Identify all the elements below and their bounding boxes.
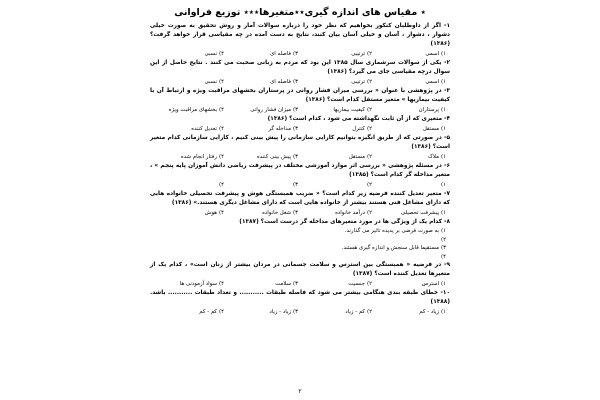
question-9 xyxy=(150,261,450,289)
option-number: ۴) xyxy=(218,182,224,188)
question-text: ۸- کدام یک از ویژگی ها در مورد متغیرهای مداخله گر درست است؟ (۱۳۸۷) xyxy=(239,219,450,225)
option-label: سواد آزمودنی ها xyxy=(179,281,217,288)
question-text: ۱۰- خطای طبقه بندی هنگامی بیشتر می شود که فاصله طبقات ........... و تعداد طبقات ........... باشد. (۱۳۸۸) xyxy=(150,290,450,306)
option-number: ۱) xyxy=(440,51,446,57)
question-text: ۱- اگر از داوطلبان کنکور بخواهیم که نظر خود را درباره سوالات آمار و روش تحقیق به صورت خیلی دشوار ، دشوار ، آسان و خیلی آسان بیان کنند، نتایج به دست آمده در چه مقیاسی قرار خواهد گرفت؟ (۱۳۸۶) xyxy=(150,23,450,47)
option-label: نسبی xyxy=(204,79,217,85)
answer-option-1 xyxy=(372,49,446,59)
option-label: پرستاران xyxy=(418,107,439,113)
option-number: ۲) xyxy=(366,182,372,188)
answer-option-3 xyxy=(224,49,298,59)
question-1 xyxy=(150,22,450,59)
option-number: ۱) xyxy=(440,309,446,316)
option-number: ۳) xyxy=(292,51,298,57)
answer-option-2 xyxy=(298,307,372,317)
answer-option-4 xyxy=(150,49,224,59)
option-number: ۳) xyxy=(292,154,298,160)
answer-option-1 xyxy=(372,124,446,134)
question-text: ۵- در صورتی که از طریق انگیزه بتوانیم کارایی سازمانی را پیش بینی کنیم ، کارایی سازمانی کدام متغیر است؟ (۱۳۸۶) xyxy=(150,135,450,150)
question-text: ۹- در فرضیه « همبستگی بین استرس و سلامت جسمانی در مردان بیشتر از زنان است» ، کدام یک از متغیرها تعدیل کننده است؟ (۱۳۸۷) xyxy=(150,262,450,278)
option-number: ۱) xyxy=(440,210,446,216)
answer-options xyxy=(150,279,450,289)
option-label: استرس xyxy=(421,281,439,288)
option-number: ۲) xyxy=(366,210,372,216)
answer-option-3 xyxy=(150,244,446,253)
option-number: ۴) xyxy=(218,210,224,216)
option-label: میزان فشار روانی xyxy=(250,107,291,113)
answer-option-4 xyxy=(150,152,224,162)
option-number: ۲) xyxy=(440,236,446,243)
option-number: ۱) xyxy=(440,107,446,113)
answer-option-2 xyxy=(298,124,372,134)
answer-option-1 xyxy=(372,180,446,190)
question-10 xyxy=(150,289,450,317)
answer-options xyxy=(150,49,450,59)
option-label: بخشهای مراقبت ویژه xyxy=(168,107,217,113)
question-5 xyxy=(150,134,450,162)
question-2 xyxy=(150,59,450,87)
answer-options xyxy=(150,208,450,218)
page-number: ۲ xyxy=(298,388,302,395)
answer-option-3 xyxy=(224,279,298,289)
question-text: ۳- در پژوهشی با عنوان « بررسی میزان فشار روانی در پرستاران بخشهای مراقبت ویژه و ارتباط آن با کیفیت بیماریها » متغیر مستقل کدام است؟ (۱۳۸۶) xyxy=(150,88,450,103)
option-number: ۱) xyxy=(440,154,446,160)
answer-option-4 xyxy=(150,124,224,134)
option-number: ۴) xyxy=(218,281,224,288)
option-number: ۴) xyxy=(218,107,224,113)
option-number: ۴) xyxy=(218,79,224,85)
answer-option-3 xyxy=(224,124,298,134)
answer-option-1 xyxy=(150,227,446,236)
option-label: کم - کم xyxy=(199,309,217,316)
answer-option-3 xyxy=(224,152,298,162)
answer-option-4 xyxy=(150,253,446,262)
answer-options xyxy=(150,227,450,261)
answer-options xyxy=(150,77,450,87)
option-number: ۱) xyxy=(440,228,446,234)
option-label: سلامت xyxy=(275,281,291,288)
answer-option-2 xyxy=(298,152,372,162)
answer-option-1 xyxy=(372,152,446,162)
question-text: ۲- یکی از سوالات سرشماری سال ۱۳۸۵ این بود که مردم به زبانی صحبت می کنند . نتایج حاصل از این سوال درچه مقیاسی جای می گیرد؟ (۱۳۸۶) xyxy=(150,60,450,75)
option-number: ۴) xyxy=(218,126,224,132)
answer-option-1 xyxy=(372,307,446,317)
option-label: پیش بینی کننده xyxy=(256,154,291,160)
option-number: ۴) xyxy=(218,154,224,160)
option-number: ۳) xyxy=(292,182,298,188)
option-label: نسبی xyxy=(204,51,217,57)
answer-option-4 xyxy=(150,105,224,115)
answer-options xyxy=(150,180,450,190)
answer-option-3 xyxy=(224,208,298,218)
answer-options xyxy=(150,105,450,115)
option-label: شغل خانواده xyxy=(262,210,291,216)
option-label: اسمی xyxy=(425,79,439,85)
option-number: ۲) xyxy=(366,281,372,288)
option-number: ۲) xyxy=(366,51,372,57)
option-number: ۳) xyxy=(440,245,446,252)
answer-options xyxy=(150,307,450,317)
option-label: درآمد خانواده xyxy=(335,210,365,216)
question-text: ۴- متغیری که از آن ثابت نگهداشته می شود ، کدام است؟ (۱۳۸۶) xyxy=(267,116,450,122)
option-label: زیاد - زیاد xyxy=(269,309,291,316)
answer-option-4 xyxy=(150,307,224,317)
option-label: کنترل xyxy=(352,126,365,132)
option-label: پیشرفت تحصیلی xyxy=(400,210,439,216)
option-number: ۳) xyxy=(292,309,298,316)
option-label: ملاک xyxy=(428,154,439,160)
option-number: ۲) xyxy=(366,79,372,85)
question-text: ۶- در مسئله پژوهشی « بررسی اثر موارد آموزشی مختلف در پیشرفت ریاضی دانش آموزان پایه پنجم » ، متغیر مداخله گر کدام است؟ (۱۳۸۵) xyxy=(150,163,450,178)
answer-option-1 xyxy=(372,77,446,87)
option-label: زیاد - کم xyxy=(419,309,439,316)
option-number: ۲) xyxy=(366,154,372,160)
answer-option-1 xyxy=(372,279,446,289)
answer-options xyxy=(150,124,450,134)
option-number: ۴) xyxy=(218,309,224,316)
option-number: ۲) xyxy=(366,107,372,113)
answer-option-2 xyxy=(150,236,446,245)
option-number: ۱) xyxy=(440,79,446,85)
option-number: ۱) xyxy=(440,126,446,132)
answer-option-2 xyxy=(298,208,372,218)
option-number: ۳) xyxy=(292,281,298,288)
answer-option-2 xyxy=(298,180,372,190)
option-number: ۳) xyxy=(292,107,298,113)
answer-option-2 xyxy=(298,279,372,289)
option-label: فاصله ای xyxy=(270,51,291,57)
option-label: کیفیت بیماریها xyxy=(333,107,365,113)
answer-option-4 xyxy=(150,279,224,289)
option-label: مستقیما قابل سنجش و اندازه گیری هستند. xyxy=(341,245,439,252)
option-number: ۳) xyxy=(292,126,298,132)
option-label: به صورت فرضی بر پدیده تاثیر می گذارند. xyxy=(344,228,439,234)
option-number: ۴) xyxy=(440,253,446,260)
option-label: ترتیبی xyxy=(351,51,365,57)
option-label: رفتار انجام شده xyxy=(180,154,217,160)
answer-option-3 xyxy=(224,180,298,190)
page-title: ٭ مقیاس های اندازه گیری٭٭متغیرها٭٭٭ توزیع فراوانی xyxy=(174,7,426,18)
option-label: ترتیبی xyxy=(351,79,365,85)
option-label: کم - زیاد xyxy=(345,309,365,316)
answer-option-1 xyxy=(372,105,446,115)
option-label: مستقل xyxy=(348,154,365,160)
option-label: مستقل xyxy=(422,126,439,132)
question-text: ۷- متغیر تعدیل کننده فرضیه زیر کدام است؟ « ضریب همبستگی هوش و پیشرفت تحصیلی خانواده هایی که دارای مشاغل فنی هستند بیشتر از خانواده هایی است که دارای مشاغل دیگری هستند.» (۱۳۸۶) xyxy=(150,191,450,206)
question-8 xyxy=(150,218,450,261)
option-number: ۲) xyxy=(366,126,372,132)
answer-option-4 xyxy=(150,180,224,190)
question-list xyxy=(150,22,450,317)
answer-option-4 xyxy=(150,208,224,218)
option-number: ۴) xyxy=(218,51,224,57)
option-label: جنسیت xyxy=(348,281,365,288)
answer-option-3 xyxy=(224,105,298,115)
answer-option-1 xyxy=(372,208,446,218)
question-7 xyxy=(150,190,450,218)
answer-option-4 xyxy=(150,77,224,87)
option-number: ۲) xyxy=(366,309,372,316)
answer-option-3 xyxy=(224,77,298,87)
answer-option-2 xyxy=(298,105,372,115)
option-label: مداخله گر xyxy=(268,126,291,132)
question-6 xyxy=(150,162,450,190)
option-number: ۱) xyxy=(440,281,446,288)
question-4 xyxy=(150,115,450,134)
option-label: هوش xyxy=(204,210,217,216)
option-label: فاصله ای xyxy=(270,79,291,85)
option-number: ۳) xyxy=(292,210,298,216)
question-3 xyxy=(150,87,450,115)
option-label: تعدیل کننده xyxy=(191,126,217,132)
option-label: اسمی xyxy=(425,51,439,57)
answer-options xyxy=(150,152,450,162)
answer-option-2 xyxy=(298,77,372,87)
answer-option-3 xyxy=(224,307,298,317)
option-number: ۳) xyxy=(292,79,298,85)
option-number: ۱) xyxy=(440,182,446,188)
answer-option-2 xyxy=(298,49,372,59)
